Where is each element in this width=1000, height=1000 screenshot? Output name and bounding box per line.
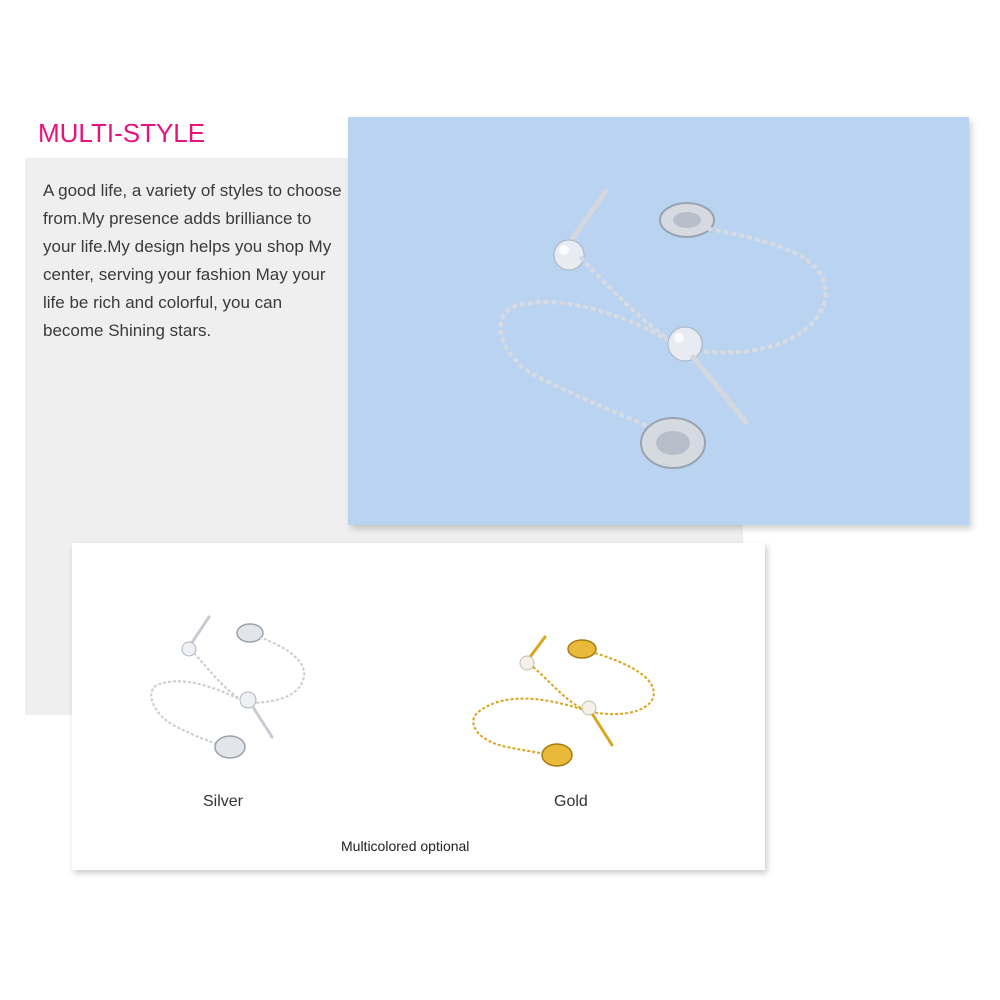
variants-card xyxy=(72,543,765,870)
hero-product-image xyxy=(348,117,969,525)
earring-photo xyxy=(348,117,969,525)
gold-earring-image[interactable] xyxy=(467,623,667,773)
silver-earring-image[interactable] xyxy=(147,603,327,763)
section-title: MULTI-STYLE xyxy=(38,118,206,148)
section-description: A good life, a variety of styles to choose from.My presence adds brilliance to your life.My design helps you shop My center, serving your fashion May your life be rich and colorful, you can become Shining stars. xyxy=(43,181,342,340)
variant-label-gold: Gold xyxy=(554,793,588,810)
multicolor-note: Multicolored optional xyxy=(341,838,470,854)
variant-label-silver: Silver xyxy=(203,793,244,810)
